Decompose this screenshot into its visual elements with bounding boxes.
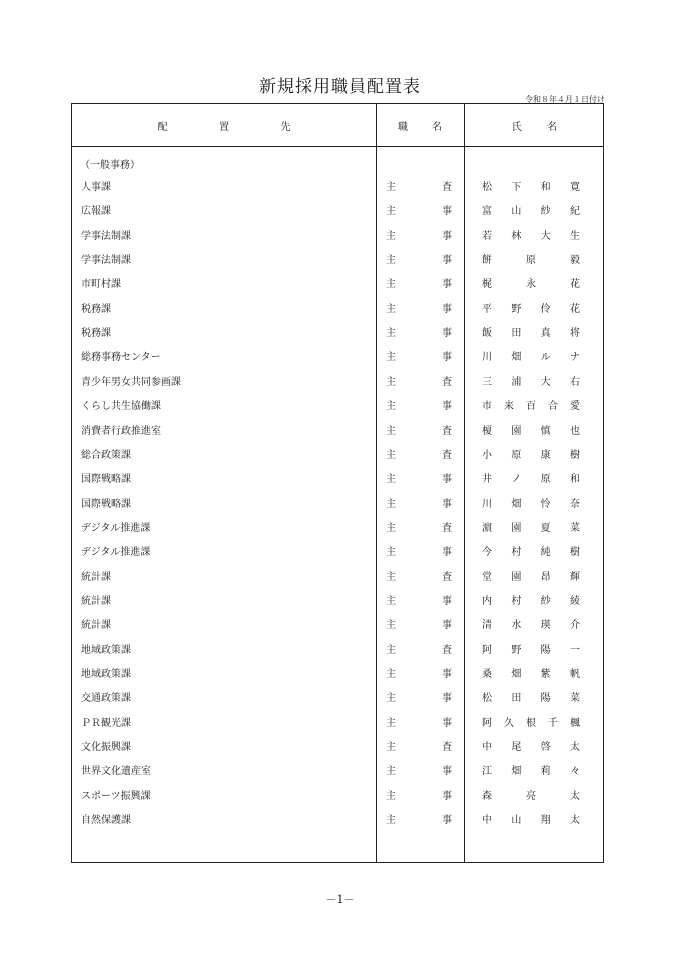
name-char: 阿: [482, 644, 492, 656]
issue-date: 令和８年４月１日付け: [525, 95, 605, 104]
header-name: [464, 104, 605, 146]
name-char: 々: [569, 766, 580, 778]
position-char: 主: [386, 571, 396, 583]
name-char: 寛: [569, 182, 580, 193]
name-char: 富: [482, 206, 492, 218]
name-char: 樹: [569, 449, 580, 461]
table-row: [72, 785, 605, 809]
department-cell: 統計課: [81, 571, 111, 583]
name-cell: [482, 712, 580, 736]
position-char: 主: [386, 644, 396, 656]
name-char: 畑: [511, 669, 522, 680]
name-cell: [482, 541, 580, 565]
name-char: 山: [511, 815, 522, 827]
name-cell: [482, 590, 580, 614]
name-char: 田: [511, 693, 522, 705]
name-char: 中: [482, 742, 492, 754]
name-char: 水: [511, 620, 522, 632]
name-char: 太: [569, 742, 580, 754]
header-position: [376, 104, 464, 146]
header-department-char: 先: [280, 121, 291, 133]
name-char: 野: [511, 303, 522, 315]
name-char: 合: [548, 401, 558, 413]
name-char: 大: [540, 230, 551, 242]
position-cell: [386, 809, 452, 833]
name-char: 樹: [569, 547, 580, 559]
table-row: [72, 687, 605, 711]
name-char: 榎: [482, 425, 492, 437]
position-char: 主: [386, 693, 396, 705]
position-char: 主: [386, 522, 396, 534]
position-char: 主: [386, 425, 396, 437]
staff-assignment-table: [71, 103, 604, 863]
name-char: 夏: [540, 522, 551, 534]
name-char: 慎: [540, 425, 551, 437]
position-cell: [386, 468, 452, 492]
name-char: 松: [482, 182, 492, 193]
name-char: 陽: [540, 644, 551, 656]
name-cell: [482, 225, 580, 249]
name-char: 井: [482, 474, 492, 486]
table-row: [72, 493, 605, 517]
name-char: 啓: [540, 742, 551, 754]
name-cell: [482, 493, 580, 517]
name-char: 濵: [482, 522, 492, 534]
name-char: 畑: [511, 498, 522, 510]
name-char: 永: [526, 279, 536, 291]
name-char: 小: [482, 449, 492, 461]
header-name-char: 名: [547, 121, 558, 133]
name-cell: [482, 760, 580, 784]
name-char: 奈: [569, 498, 580, 510]
department-cell: 統計課: [81, 595, 111, 607]
table-row: [72, 663, 605, 687]
position-cell: [386, 493, 452, 517]
name-char: 亮: [526, 790, 536, 802]
position-char: 事: [442, 352, 452, 364]
position-char: 事: [442, 790, 452, 802]
table-row: [72, 371, 605, 395]
name-char: 怜: [540, 498, 551, 510]
name-char: 翔: [540, 815, 551, 827]
name-char: 千: [548, 717, 558, 729]
name-char: 尾: [511, 742, 522, 754]
name-cell: [482, 736, 580, 760]
name-char: 清: [482, 620, 492, 632]
name-cell: [482, 420, 580, 444]
name-cell: [482, 809, 580, 833]
position-cell: [386, 712, 452, 736]
name-char: 三: [482, 376, 492, 388]
department-cell: くらし共生協働課: [81, 401, 161, 413]
department-cell: 学事法制課: [81, 230, 131, 242]
position-cell: [386, 517, 452, 541]
department-cell: 統計課: [81, 620, 111, 632]
name-cell: [482, 517, 580, 541]
position-cell: [386, 322, 452, 346]
position-char: 査: [442, 742, 452, 754]
name-cell: [482, 371, 580, 395]
name-char: 愛: [570, 401, 580, 413]
position-char: 事: [442, 766, 452, 778]
name-char: 山: [511, 206, 522, 218]
name-char: 介: [569, 620, 580, 632]
name-char: 松: [482, 693, 492, 705]
name-char: 也: [569, 425, 580, 437]
header-department-char: 配: [157, 121, 168, 133]
table-row: [72, 298, 605, 322]
department-cell: 総合政策課: [81, 449, 131, 461]
name-char: 毅: [570, 255, 580, 267]
name-char: 村: [511, 547, 522, 559]
name-char: 園: [511, 571, 522, 583]
department-cell: 人事課: [81, 182, 111, 193]
department-cell: デジタル推進課: [81, 547, 151, 559]
position-cell: [386, 298, 452, 322]
name-char: 園: [511, 425, 522, 437]
position-cell: [386, 176, 452, 200]
name-char: 来: [504, 401, 514, 413]
department-cell: 交通政策課: [81, 693, 131, 705]
position-char: 主: [386, 328, 396, 340]
position-char: 事: [442, 620, 452, 632]
department-cell: 税務課: [81, 328, 111, 340]
name-cell: [482, 395, 580, 419]
name-cell: [482, 614, 580, 638]
table-row: [72, 444, 605, 468]
name-char: 太: [570, 790, 580, 802]
position-char: 主: [386, 279, 396, 291]
table-row: [72, 200, 605, 224]
table-row: [72, 225, 605, 249]
position-cell: [386, 687, 452, 711]
name-char: 林: [511, 230, 522, 242]
department-cell: スポーツ振興課: [81, 790, 151, 802]
department-cell: 広報課: [81, 206, 111, 218]
department-cell: 自然保護課: [81, 815, 131, 827]
position-char: 主: [386, 352, 396, 364]
table-row: [72, 517, 605, 541]
position-cell: [386, 444, 452, 468]
position-char: 主: [386, 255, 396, 267]
department-cell: 税務課: [81, 303, 111, 315]
position-cell: [386, 273, 452, 297]
position-cell: [386, 614, 452, 638]
position-cell: [386, 225, 452, 249]
name-char: 花: [570, 279, 580, 291]
position-cell: [386, 760, 452, 784]
position-char: 事: [442, 255, 452, 267]
position-cell: [386, 663, 452, 687]
name-char: 堂: [482, 571, 492, 583]
position-cell: [386, 371, 452, 395]
name-char: 内: [482, 595, 492, 607]
name-cell: [482, 444, 580, 468]
position-char: 査: [442, 522, 452, 534]
name-char: 今: [482, 547, 492, 559]
name-char: 花: [569, 303, 580, 315]
department-cell: 世界文化遺産室: [81, 766, 151, 778]
name-char: 阿: [482, 717, 492, 729]
header-divider: [72, 146, 603, 147]
department-cell: 市町村課: [81, 279, 121, 291]
position-char: 査: [442, 182, 452, 193]
name-char: 原: [511, 449, 522, 461]
name-char: ナ: [569, 352, 580, 364]
table-row: [72, 712, 605, 736]
name-char: 菜: [569, 693, 580, 705]
name-char: 飯: [482, 328, 492, 340]
name-cell: [482, 249, 580, 273]
table-row: [72, 760, 605, 784]
position-cell: [386, 420, 452, 444]
position-char: 事: [442, 303, 452, 315]
name-cell: [482, 176, 580, 200]
department-cell: 国際戦略課: [81, 474, 131, 486]
position-char: 事: [442, 206, 452, 218]
name-char: 浦: [511, 376, 522, 388]
position-cell: [386, 541, 452, 565]
position-cell: [386, 249, 452, 273]
name-char: 川: [482, 498, 492, 510]
position-char: 事: [442, 230, 452, 242]
position-cell: [386, 395, 452, 419]
name-cell: [482, 639, 580, 663]
header-position-char: 職: [398, 121, 408, 133]
table-row: [72, 176, 605, 200]
position-char: 主: [386, 620, 396, 632]
position-cell: [386, 785, 452, 809]
position-char: 事: [442, 474, 452, 486]
table-row: [72, 249, 605, 273]
position-char: 事: [442, 547, 452, 559]
position-char: 事: [442, 498, 452, 510]
name-cell: [482, 663, 580, 687]
name-cell: [482, 298, 580, 322]
name-char: 江: [482, 766, 492, 778]
position-char: 査: [442, 376, 452, 388]
position-char: 事: [442, 693, 452, 705]
name-cell: [482, 273, 580, 297]
name-cell: [482, 785, 580, 809]
table-row: [72, 614, 605, 638]
name-char: 純: [540, 547, 551, 559]
table-row: [72, 468, 605, 492]
table-row: [72, 590, 605, 614]
position-cell: [386, 590, 452, 614]
position-cell: [386, 566, 452, 590]
position-char: 主: [386, 742, 396, 754]
name-cell: [482, 322, 580, 346]
department-cell: 地域政策課: [81, 644, 131, 656]
header-position-char: 名: [432, 121, 442, 133]
name-char: 陽: [540, 693, 551, 705]
name-cell: [482, 687, 580, 711]
name-char: 紫: [540, 669, 551, 680]
name-char: 帆: [569, 669, 580, 680]
name-cell: [482, 346, 580, 370]
department-cell: 地域政策課: [81, 669, 131, 680]
position-char: 査: [442, 571, 452, 583]
name-char: 下: [511, 182, 522, 193]
header-name-char: 氏: [511, 121, 522, 133]
page-number: －1－: [325, 893, 355, 906]
position-char: 査: [442, 425, 452, 437]
position-char: 主: [386, 401, 396, 413]
name-char: 大: [540, 376, 551, 388]
category-label: （一般事務）: [80, 160, 140, 171]
document-title: 新規採用職員配置表: [259, 77, 421, 97]
position-char: 主: [386, 790, 396, 802]
name-char: 一: [569, 644, 580, 656]
position-char: 査: [442, 644, 452, 656]
position-char: 事: [442, 401, 452, 413]
name-char: 瑛: [540, 620, 551, 632]
name-char: 畑: [511, 352, 522, 364]
department-cell: ＰＲ観光課: [81, 717, 131, 729]
name-char: 将: [569, 328, 580, 340]
table-row: [72, 566, 605, 590]
name-cell: [482, 200, 580, 224]
position-char: 主: [386, 498, 396, 510]
name-char: 和: [540, 182, 551, 193]
position-char: 主: [386, 182, 396, 193]
position-char: 事: [442, 717, 452, 729]
table-row: [72, 736, 605, 760]
table-row: [72, 420, 605, 444]
position-cell: [386, 639, 452, 663]
position-char: 主: [386, 303, 396, 315]
name-char: 太: [569, 815, 580, 827]
name-char: 田: [511, 328, 522, 340]
position-char: 主: [386, 669, 396, 680]
position-char: 査: [442, 449, 452, 461]
position-char: 主: [386, 449, 396, 461]
name-char: 原: [540, 474, 551, 486]
name-char: 紀: [569, 206, 580, 218]
name-char: 伶: [540, 303, 551, 315]
department-cell: 文化振興課: [81, 742, 131, 754]
header-department: [72, 104, 376, 146]
table-row: [72, 639, 605, 663]
position-char: 主: [386, 547, 396, 559]
name-char: 野: [511, 644, 522, 656]
name-cell: [482, 468, 580, 492]
department-cell: 青少年男女共同参画課: [81, 376, 181, 388]
name-char: 莉: [540, 766, 551, 778]
table-row: [72, 346, 605, 370]
name-cell: [482, 566, 580, 590]
name-char: 桑: [482, 669, 492, 680]
department-cell: 国際戦略課: [81, 498, 131, 510]
name-char: 中: [482, 815, 492, 827]
position-cell: [386, 346, 452, 370]
name-char: 生: [569, 230, 580, 242]
name-char: 森: [482, 790, 492, 802]
name-char: ノ: [511, 474, 522, 486]
position-char: 主: [386, 595, 396, 607]
name-char: 綾: [569, 595, 580, 607]
position-char: 事: [442, 595, 452, 607]
name-char: 餅: [482, 255, 492, 267]
position-cell: [386, 736, 452, 760]
name-char: 市: [482, 401, 492, 413]
position-char: 主: [386, 815, 396, 827]
position-char: 主: [386, 474, 396, 486]
position-char: 主: [386, 717, 396, 729]
department-cell: デジタル推進課: [81, 522, 151, 534]
name-char: 村: [511, 595, 522, 607]
table-row: [72, 322, 605, 346]
name-char: 平: [482, 303, 492, 315]
position-char: 事: [442, 328, 452, 340]
name-char: 菜: [569, 522, 580, 534]
name-char: 輝: [569, 571, 580, 583]
name-char: 久: [504, 717, 514, 729]
name-char: 百: [526, 401, 536, 413]
name-char: 和: [569, 474, 580, 486]
name-char: 康: [540, 449, 551, 461]
name-char: 右: [569, 376, 580, 388]
position-cell: [386, 200, 452, 224]
position-char: 事: [442, 669, 452, 680]
department-cell: 総務事務センター: [81, 352, 161, 364]
position-char: 主: [386, 766, 396, 778]
name-char: 園: [511, 522, 522, 534]
position-char: 主: [386, 206, 396, 218]
department-cell: 消費者行政推進室: [81, 425, 161, 437]
position-char: 主: [386, 230, 396, 242]
name-char: 楓: [570, 717, 580, 729]
position-char: 事: [442, 815, 452, 827]
name-char: 根: [526, 717, 536, 729]
name-char: 若: [482, 230, 492, 242]
name-char: 原: [526, 255, 536, 267]
table-row: [72, 809, 605, 833]
header-department-char: 置: [218, 121, 229, 133]
name-char: 昂: [540, 571, 551, 583]
table-row: [72, 395, 605, 419]
position-char: 事: [442, 279, 452, 291]
position-char: 主: [386, 376, 396, 388]
name-char: 紗: [540, 206, 551, 218]
name-char: 川: [482, 352, 492, 364]
name-char: 梶: [482, 279, 492, 291]
name-char: 真: [540, 328, 551, 340]
table-row: [72, 273, 605, 297]
table-row: [72, 541, 605, 565]
department-cell: 学事法制課: [81, 255, 131, 267]
name-char: ル: [540, 352, 551, 364]
name-char: 紗: [540, 595, 551, 607]
name-char: 畑: [511, 766, 522, 778]
